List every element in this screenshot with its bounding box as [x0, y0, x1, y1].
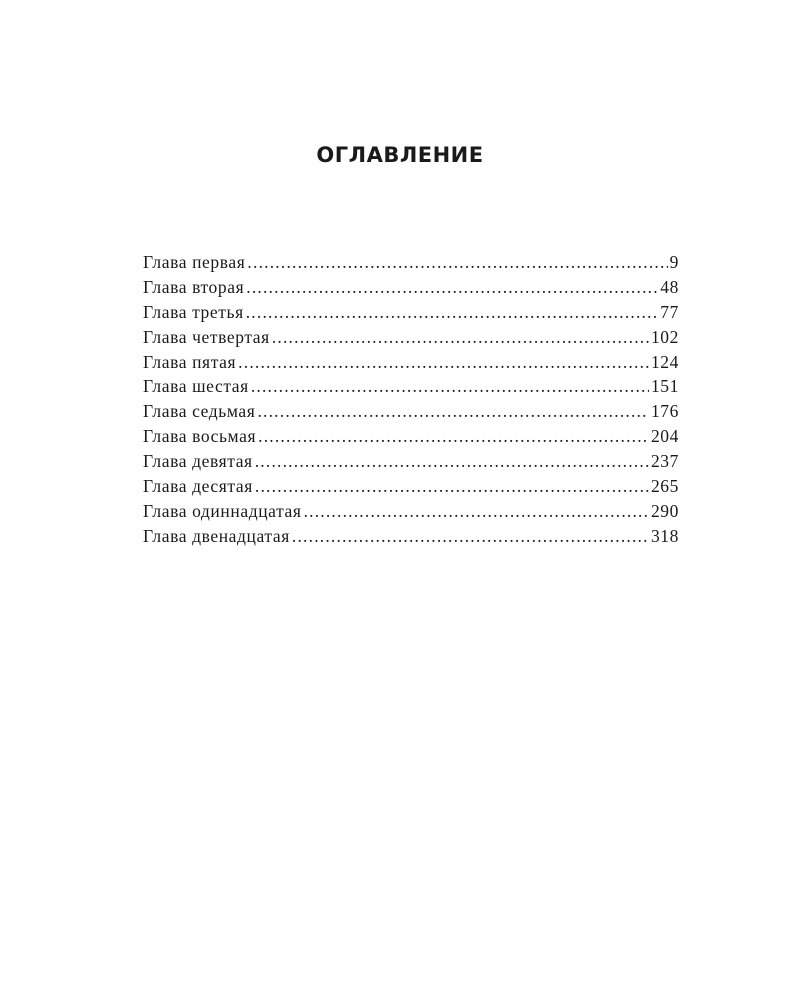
toc-dot-leader	[251, 376, 649, 397]
toc-list	[143, 252, 679, 551]
toc-entry[interactable]	[143, 451, 679, 476]
toc-dot-leader	[304, 501, 649, 522]
toc-entry-label: Глава одиннадцатая	[143, 500, 302, 521]
toc-entry-page: 290	[650, 500, 679, 521]
toc-entry-page: 237	[650, 451, 679, 472]
toc-entry-page: 151	[650, 376, 679, 397]
toc-entry[interactable]	[143, 401, 679, 426]
toc-entry-page: 318	[650, 525, 679, 546]
toc-entry-page: 265	[650, 476, 679, 497]
toc-entry-label: Глава пятая	[143, 351, 237, 372]
toc-entry-label: Глава вторая	[143, 276, 245, 297]
toc-entry-page: 77	[660, 301, 679, 322]
toc-entry[interactable]	[143, 252, 679, 277]
toc-entry-page: 204	[650, 426, 679, 447]
toc-entry[interactable]	[143, 352, 679, 377]
toc-entry[interactable]	[143, 302, 679, 327]
toc-dot-leader	[238, 352, 649, 373]
toc-dot-leader	[246, 277, 658, 298]
toc-entry-page: 9	[669, 252, 679, 272]
toc-entry-label: Глава восьмая	[143, 426, 257, 447]
toc-entry-label: Глава двенадцатая	[143, 525, 290, 546]
toc-entry[interactable]	[143, 277, 679, 302]
toc-entry-label: Глава девятая	[143, 451, 253, 472]
toc-entry-label: Глава первая	[143, 252, 246, 272]
toc-entry[interactable]	[143, 327, 679, 352]
toc-entry[interactable]	[143, 501, 679, 526]
toc-dot-leader	[292, 526, 649, 547]
toc-entry[interactable]	[143, 426, 679, 451]
toc-entry-label: Глава четвертая	[143, 326, 270, 347]
toc-dot-leader	[247, 252, 667, 273]
toc-entry-page: 102	[650, 326, 679, 347]
toc-dot-leader	[246, 302, 659, 323]
toc-entry-label: Глава шестая	[143, 376, 249, 397]
toc-dot-leader	[255, 476, 649, 497]
toc-dot-leader	[255, 451, 649, 472]
toc-entry-label: Глава десятая	[143, 476, 253, 497]
toc-entry-page: 48	[660, 276, 679, 297]
toc-entry-page: 124	[650, 351, 679, 372]
toc-entry-page: 176	[650, 401, 679, 422]
toc-dot-leader	[257, 401, 648, 422]
toc-entry[interactable]	[143, 476, 679, 501]
toc-entry-label: Глава третья	[143, 301, 244, 322]
toc-entry-label: Глава седьмая	[143, 401, 256, 422]
toc-dot-leader	[258, 426, 649, 447]
toc-dot-leader	[272, 327, 649, 348]
toc-entry[interactable]	[143, 376, 679, 401]
toc-entry[interactable]	[143, 526, 679, 551]
toc-title: ОГЛАВЛЕНИЕ	[316, 143, 484, 167]
